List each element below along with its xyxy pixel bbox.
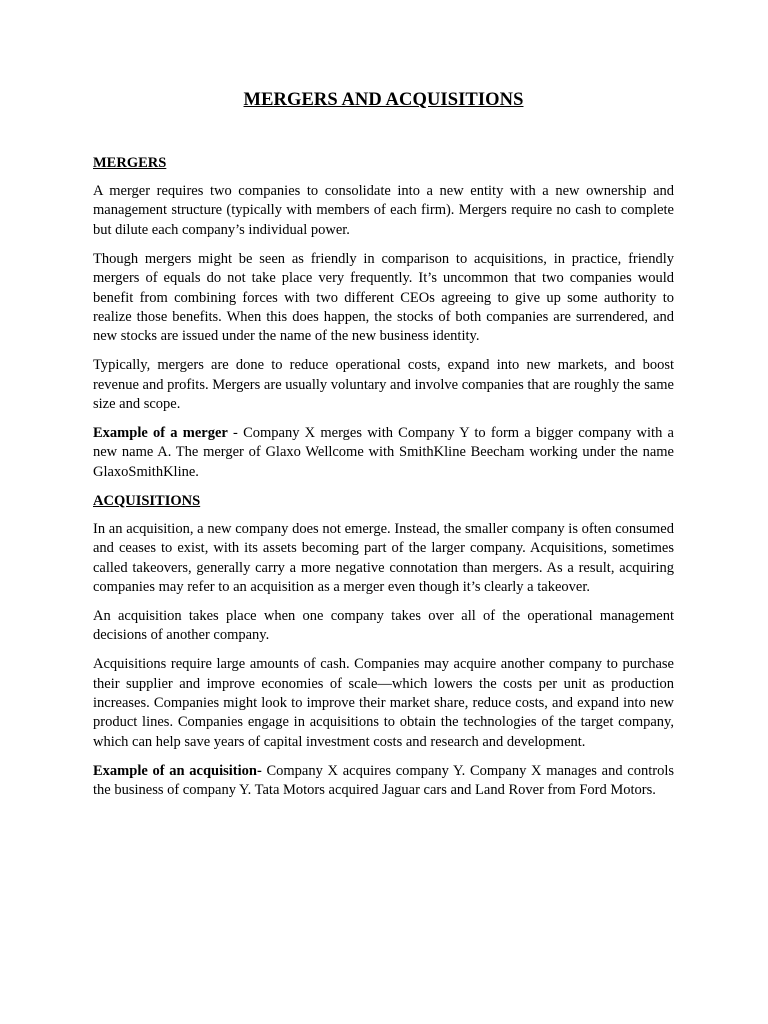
document-title: MERGERS AND ACQUISITIONS — [243, 90, 524, 110]
acquisition-example-text: Company X acquires company Y. Company X manages and controls the business of company Y. Tata Motors acquired Jaguar cars and Land Rover from Ford Motors. — [93, 762, 674, 799]
mergers-paragraph-1: A merger requires two companies to consolidate into a new entity with a new ownership and management structure (typically with members of each firm). Mergers require no cash to complete but dilute each company’s individual power. — [93, 183, 674, 238]
acquisition-example-label: Example of an acquisition- — [93, 762, 262, 779]
acquisitions-paragraph-3: Acquisitions require large amounts of cash. Companies may acquire another company to purchase their supplier and improve economies of scale—which lowers the costs per unit as production increases. Companies might look to improve their market share, reduce costs, and expand into new product lines. Companies engage in acquisitions to obtain the technologies of the target company, which can help save years of capital investment costs and research and development. — [93, 656, 674, 750]
acquisitions-paragraph-2: An acquisition takes place when one company takes over all of the operational management decisions of another company. — [93, 607, 674, 644]
mergers-paragraph-2: Though mergers might be seen as friendly in comparison to acquisitions, in practice, friendly mergers of equals do not take place very frequently. It’s uncommon that two companies would benefit from combining forces with two different CEOs agreeing to give up some authority to realize those benefits. When this does happen, the stocks of both companies are surrendered, and new stocks are issued under the name of the new business identity. — [93, 250, 674, 345]
acquisitions-section — [93, 492, 674, 801]
acquisitions-heading: ACQUISITIONS — [93, 492, 201, 509]
merger-example-text: - Company X merges with Company Y to form a bigger company with a new name A. The merger of Glaxo Wellcome with SmithKline Beecham working under the name GlaxoSmithKline. — [93, 424, 674, 480]
merger-example-paragraph — [93, 424, 674, 482]
mergers-heading: MERGERS — [93, 155, 167, 171]
acquisition-example-paragraph — [93, 762, 674, 801]
document-page — [93, 88, 674, 810]
mergers-section — [93, 154, 674, 482]
acquisitions-paragraph-1: In an acquisition, a new company does not emerge. Instead, the smaller company is often consumed and ceases to exist, with its assets becoming part of the larger company. Acquisitions, sometimes called takeovers, generally carry a more negative connotation than mergers. As a result, acquiring companies may refer to an acquisition as a merger even though it’s clearly a takeover. — [93, 520, 674, 595]
mergers-paragraph-3: Typically, mergers are done to reduce operational costs, expand into new markets, and boost revenue and profits. Mergers are usually voluntary and involve companies that are roughly the same size and scope. — [93, 357, 674, 413]
merger-example-label: Example of a merger — [93, 424, 228, 441]
